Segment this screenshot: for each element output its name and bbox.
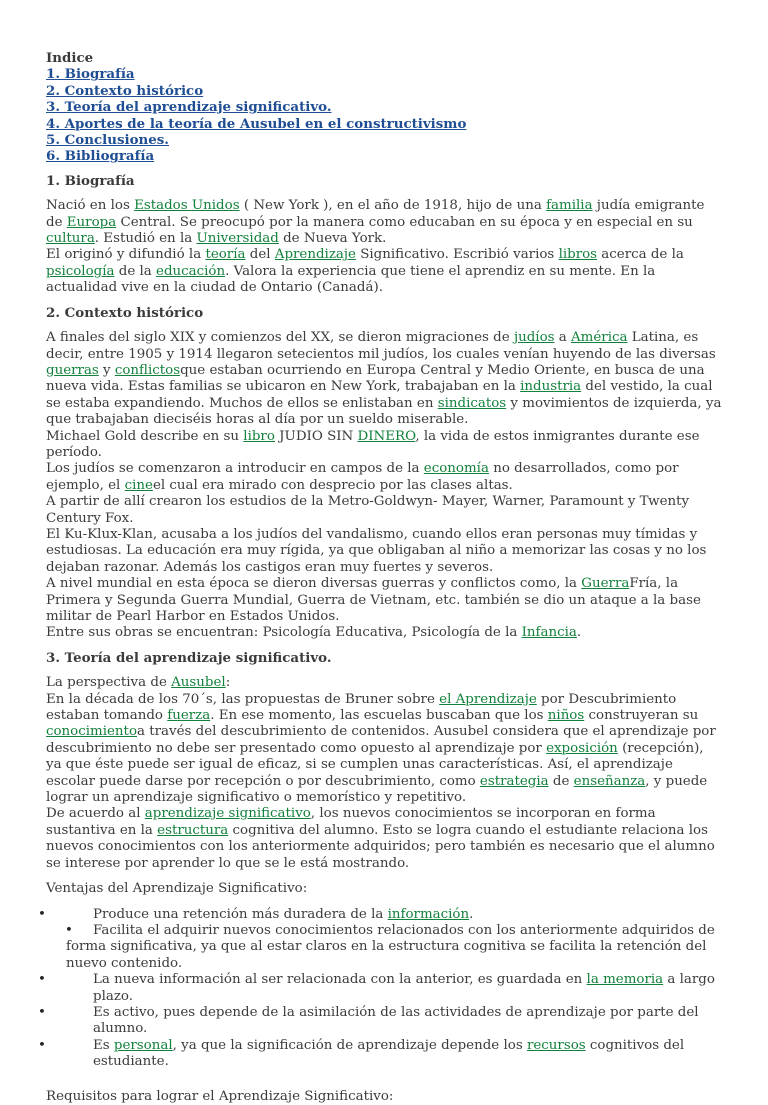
requisitos-title: Requisitos para lograr el Aprendizaje Significativo: bbox=[46, 1088, 394, 1104]
inline-link[interactable]: exposición bbox=[546, 740, 618, 756]
inline-link[interactable]: niños bbox=[547, 708, 585, 724]
list-item: • Facilita el adquirir nuevos conocimientos relacionados con los anteriormente adquiridos de forma significativa, ya que al estar claros en la estructura cognitiva se facilita la retención del nuevo contenido. bbox=[46, 923, 722, 972]
inline-link[interactable]: enseñanza bbox=[573, 773, 646, 789]
inline-link[interactable]: educación bbox=[156, 263, 226, 279]
inline-link[interactable]: cine bbox=[124, 477, 153, 493]
toc-link-aportes[interactable]: 4. Aportes de la teoría de Ausubel en el constructivismo bbox=[46, 115, 467, 132]
inline-link[interactable]: estrategia bbox=[479, 773, 549, 789]
section-heading-biografia: 1. Biografía bbox=[46, 172, 135, 189]
inline-link[interactable]: personal bbox=[113, 1037, 173, 1053]
paragraph: La perspectiva de Ausubel: bbox=[46, 675, 231, 691]
inline-link[interactable]: familia bbox=[546, 198, 593, 214]
inline-link[interactable]: fuerza bbox=[167, 708, 211, 724]
inline-link[interactable]: Universidad bbox=[196, 231, 279, 247]
inline-link[interactable]: teoría bbox=[205, 247, 246, 263]
paragraph: Los judíos se comenzaron a introducir en campos de la economía no desarrollados, como por ejemplo, el cineel cual era mirado con desprecio por las clases altas. bbox=[46, 461, 679, 493]
inline-link[interactable]: América bbox=[571, 330, 628, 346]
toc-link-bibliografia[interactable]: 6. Bibliografía bbox=[46, 148, 155, 165]
inline-link[interactable]: recursos bbox=[526, 1037, 586, 1053]
inline-link[interactable]: DINERO bbox=[357, 428, 416, 444]
toc-link-conclusiones[interactable]: 5. Conclusiones. bbox=[46, 132, 169, 149]
inline-link[interactable]: guerras bbox=[46, 362, 99, 378]
paragraph: A nivel mundial en esta época se dieron diversas guerras y conflictos como, la GuerraFría, la Primera y Segunda Guerra Mundial, Guerra de Vietnam, etc. también se dio un ataque a la base militar de Pearl Harbor en Estados Unidos. bbox=[46, 576, 701, 624]
inline-link[interactable]: cultura bbox=[46, 231, 95, 247]
inline-link[interactable]: Europa bbox=[66, 214, 117, 230]
list-item: • Es activo, pues depende de la asimilación de las actividades de aprendizaje por parte del alumno. bbox=[46, 1005, 722, 1038]
inline-link[interactable]: libros bbox=[558, 247, 598, 263]
inline-link[interactable]: judíos bbox=[513, 330, 555, 346]
inline-link[interactable]: psicología bbox=[46, 263, 115, 279]
toc-link-biografia[interactable]: 1. Biografía bbox=[46, 66, 135, 83]
ventajas-list bbox=[46, 907, 722, 1071]
section-heading-contexto: 2. Contexto histórico bbox=[46, 304, 204, 321]
inline-link[interactable]: aprendizaje significativo bbox=[144, 806, 311, 822]
table-of-contents bbox=[46, 50, 722, 165]
paragraph: De acuerdo al aprendizaje significativo, los nuevos conocimientos se incorporan en forma sustantiva en la estructura cognitiva del alumno. Esto se logra cuando el estudiante relaciona los nuevos conocimientos con los anteriormente adquiridos; pero también es necesario que el alumno se interese por aprender lo que se le está mostrando. bbox=[46, 806, 715, 871]
inline-link[interactable]: Infancia bbox=[521, 625, 577, 641]
inline-link[interactable]: Guerra bbox=[581, 576, 630, 592]
inline-link[interactable]: sindicatos bbox=[437, 395, 507, 411]
list-item: • Produce una retención más duradera de la información. bbox=[46, 907, 722, 923]
list-item: • Es personal, ya que la significación de aprendizaje depende los recursos cognitivos del estudiante. bbox=[46, 1038, 722, 1071]
paragraph: En la década de los 70´s, las propuestas de Bruner sobre el Aprendizaje por Descubrimiento estaban tomando fuerza. En ese momento, las escuelas buscaban que los niños construyeran su conocimientoa través del descubrimiento de contenidos. Ausubel considera que el aprendizaje por descubrimiento no debe ser presentado como opuesto al aprendizaje por exposición (recepción), ya que éste puede ser igual de eficaz, si se cumplen unas características. Así, el aprendizaje escolar puede darse por recepción o por descubrimiento, como estrategia de enseñanza, y puede lograr un aprendizaje significativo o memorístico y repetitivo. bbox=[46, 691, 716, 806]
inline-link[interactable]: Aprendizaje bbox=[274, 247, 356, 263]
paragraph: El Ku-Klux-Klan, acusaba a los judíos del vandalismo, cuando ellos eran personas muy tímidas y estudiosas. La educación era muy rígida, ya que obligaban al niño a memorizar las cosas y no los dejaban razonar. Además los castigos eran muy fuertes y severos. bbox=[46, 526, 707, 575]
paragraph: Michael Gold describe en su libro JUDIO SIN DINERO, la vida de estos inmigrantes durante ese período. bbox=[46, 428, 700, 460]
toc-title: Indice bbox=[46, 50, 94, 66]
inline-link[interactable]: conflictos bbox=[114, 362, 181, 378]
inline-link[interactable]: economía bbox=[423, 461, 489, 477]
ventajas-title: Ventajas del Aprendizaje Significativo: bbox=[46, 881, 308, 897]
list-item: • La nueva información al ser relacionada con la anterior, es guardada en la memoria a largo plazo. bbox=[46, 972, 722, 1005]
paragraph: Entre sus obras se encuentran: Psicología Educativa, Psicología de la Infancia. bbox=[46, 625, 582, 641]
toc-link-contexto[interactable]: 2. Contexto histórico bbox=[46, 82, 204, 99]
paragraph: A finales del siglo XIX y comienzos del XX, se dieron migraciones de judíos a América Latina, es decir, entre 1905 y 1914 llegaron setecientos mil judíos, los cuales venían huyendo de las diversas guerras y conflictosque estaban ocurriendo en Europa Central y Medio Oriente, en busca de una nueva vida. Estas familias se ubicaron en New York, trabajaban en la industria del vestido, la cual se estaba expandiendo. Muchos de ellos se enlistaban en sindicatos y movimientos de izquierda, ya que trabajaban dieciséis horas al día por un sueldo miserable. bbox=[46, 330, 722, 428]
inline-link[interactable]: conocimiento bbox=[46, 724, 138, 740]
inline-link[interactable]: libro bbox=[243, 428, 275, 444]
toc-link-teoria[interactable]: 3. Teoría del aprendizaje significativo. bbox=[46, 99, 332, 116]
inline-link[interactable]: Ausubel bbox=[171, 675, 226, 691]
paragraph: El originó y difundió la teoría del Aprendizaje Significativo. Escribió varios libros acerca de la psicología de la educación. Valora la experiencia que tiene el aprendiz en su mente. En la actualidad vive en la ciudad de Ontario (Canadá). bbox=[46, 247, 684, 296]
paragraph: A partir de allí crearon los estudios de la Metro-Goldwyn- Mayer, Warner, Paramount y Twenty Century Fox. bbox=[46, 494, 690, 526]
section-heading-teoria: 3. Teoría del aprendizaje significativo. bbox=[46, 649, 332, 666]
inline-link[interactable]: información bbox=[387, 906, 470, 922]
inline-link[interactable]: industria bbox=[520, 379, 582, 395]
document bbox=[46, 50, 722, 1105]
inline-link[interactable]: estructura bbox=[157, 822, 229, 838]
inline-link[interactable]: la memoria bbox=[586, 972, 664, 988]
paragraph: Nació en los Estados Unidos ( New York ), en el año de 1918, hijo de una familia judía emigrante de Europa Central. Se preocupó por la manera como educaban en su época y en especial en su cultura. Estudió en la Universidad de Nueva York. bbox=[46, 198, 705, 247]
inline-link[interactable]: el Aprendizaje bbox=[439, 691, 537, 707]
inline-link[interactable]: Estados Unidos bbox=[134, 198, 240, 214]
